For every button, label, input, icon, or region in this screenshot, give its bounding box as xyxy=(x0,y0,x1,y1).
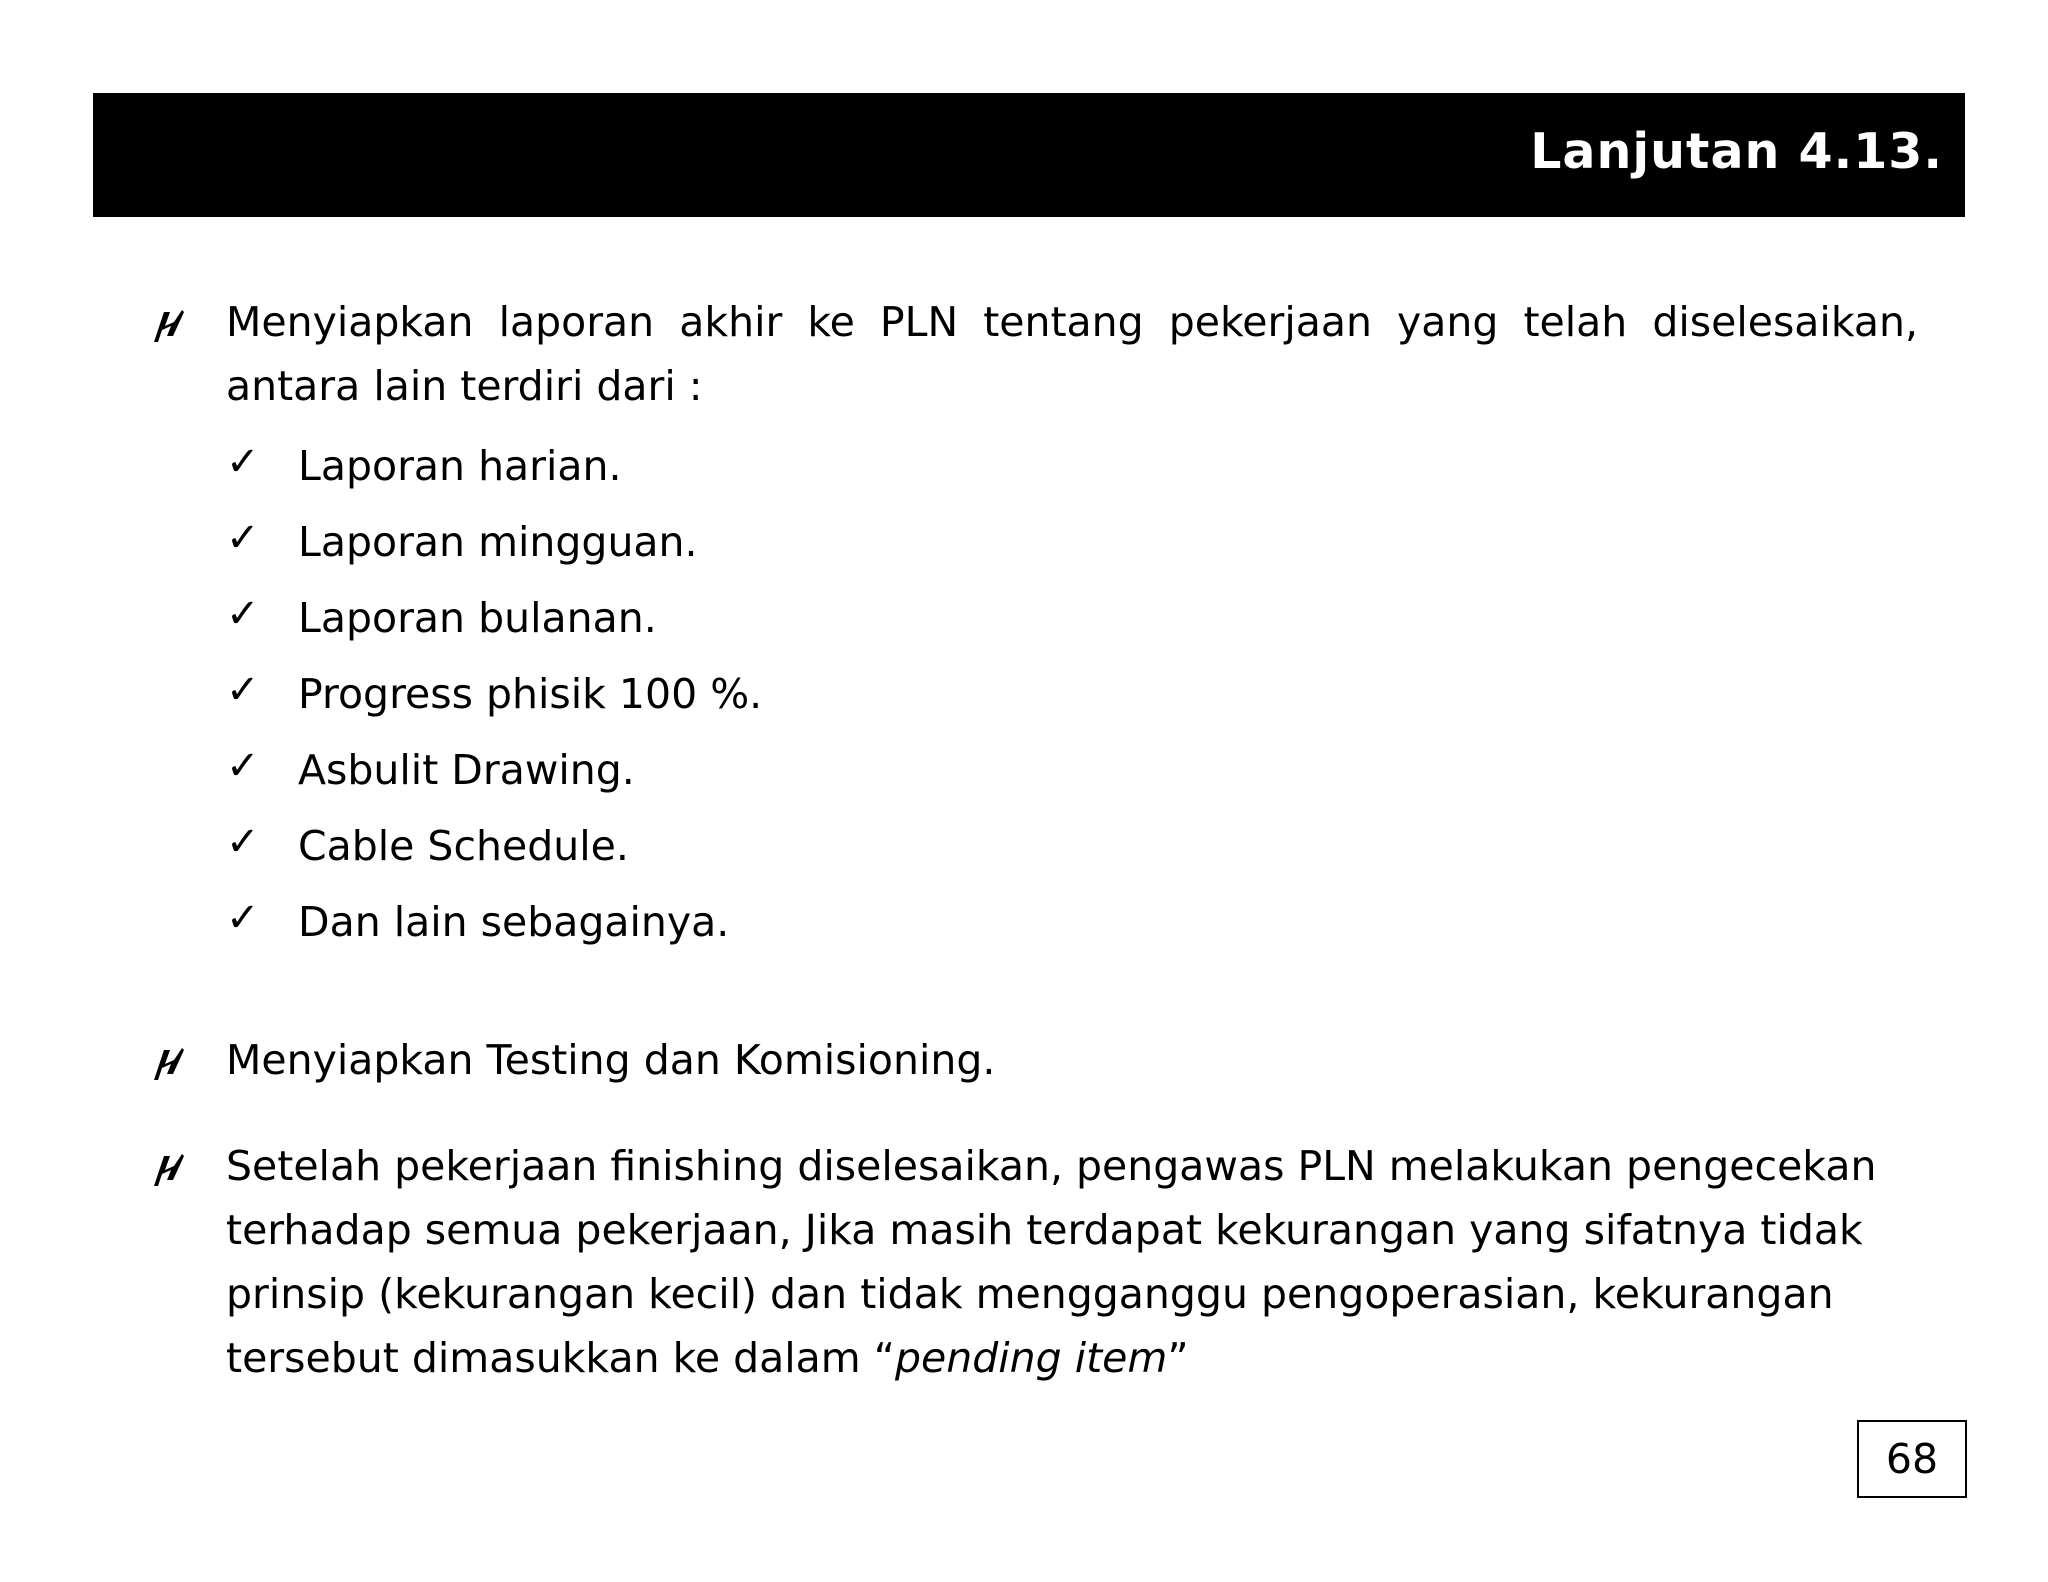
list-item xyxy=(148,290,1918,960)
item-text xyxy=(226,1134,1918,1390)
sub-list-item xyxy=(226,656,1918,732)
check-icon: ✓ xyxy=(226,743,260,789)
text-segment: tersebut dimasukkan ke dalam “ xyxy=(226,1334,896,1382)
sub-item-text: Asbulit Drawing. xyxy=(298,746,635,794)
sub-item-text: Progress phisik 100 %. xyxy=(298,670,763,718)
sub-list-item xyxy=(226,428,1918,504)
lightning-bolt-icon xyxy=(148,1150,188,1190)
sub-item-text: Laporan mingguan. xyxy=(298,518,698,566)
sub-item-text: Cable Schedule. xyxy=(298,822,629,870)
document-body xyxy=(148,290,1918,1390)
sub-list-item xyxy=(226,732,1918,808)
check-icon: ✓ xyxy=(226,515,260,561)
lightning-bolt-icon xyxy=(148,1044,188,1084)
sub-list-item xyxy=(226,504,1918,580)
check-icon: ✓ xyxy=(226,439,260,485)
check-icon: ✓ xyxy=(226,591,260,637)
sub-list-item xyxy=(226,884,1918,960)
page-number: 68 xyxy=(1857,1420,1967,1498)
text-segment: ” xyxy=(1167,1334,1189,1382)
check-icon: ✓ xyxy=(226,895,260,941)
header-bar xyxy=(93,93,1965,217)
lightning-bolt-icon xyxy=(148,306,188,346)
sub-item-text: Laporan bulanan. xyxy=(298,594,657,642)
text-line: terhadap semua pekerjaan, Jika masih terdapat kekurangan yang sifatnya tidak xyxy=(226,1206,1863,1254)
sub-item-text: Laporan harian. xyxy=(298,442,622,490)
text-line xyxy=(226,1326,1918,1390)
check-icon: ✓ xyxy=(226,667,260,713)
text-line: prinsip (kekurangan kecil) dan tidak mengganggu pengoperasian, kekurangan xyxy=(226,1270,1834,1318)
page-title: Lanjutan 4.13. xyxy=(1530,123,1943,180)
sub-item-text: Dan lain sebagainya. xyxy=(298,898,730,946)
list-item xyxy=(148,1028,1918,1092)
item-text: Menyiapkan Testing dan Komisioning. xyxy=(226,1036,996,1084)
italic-term: pending item xyxy=(895,1334,1168,1382)
sub-list-item xyxy=(226,580,1918,656)
sub-list-item xyxy=(226,808,1918,884)
item-text: Menyiapkan laporan akhir ke PLN tentang pekerjaan yang telah diselesaikan, antara lain terdiri dari : xyxy=(226,298,1918,410)
text-line: Setelah pekerjaan finishing diselesaikan, pengawas PLN melakukan pengecekan xyxy=(226,1142,1877,1190)
sub-list xyxy=(226,428,1918,960)
list-item xyxy=(148,1134,1918,1390)
check-icon: ✓ xyxy=(226,819,260,865)
